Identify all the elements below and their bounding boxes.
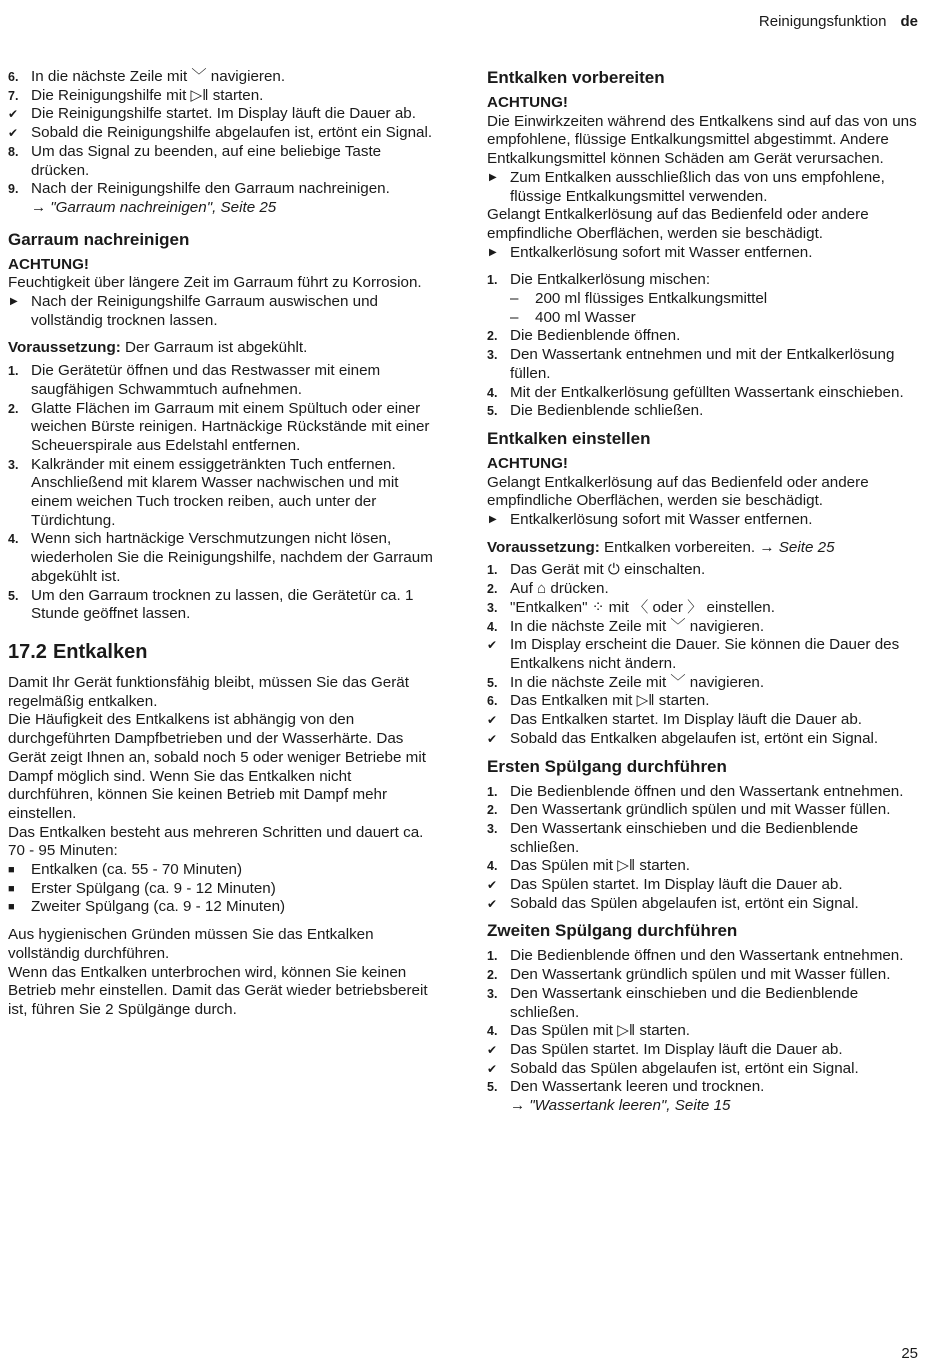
- result-item: [487, 1041, 919, 1060]
- right-column: [487, 68, 919, 1116]
- warning-label: ACHTUNG!: [487, 94, 568, 111]
- step-text: Nach der Reinigungshilfe den Garraum nachreinigen.: [31, 180, 390, 198]
- heading-zweiten-spuelgang: Zweiten Spülgang durchführen: [487, 921, 738, 941]
- square-bullet-icon: ■: [8, 901, 15, 914]
- step-text: In die nächste Zeile mit ﹀ navigieren.: [510, 617, 765, 635]
- step-text: Die Gerätetür öffnen und das Restwasser mit einem saugfähigen Schwammtuch aufnehmen.: [31, 362, 381, 398]
- step: [487, 1078, 919, 1097]
- bullet-item: ■ Erster Spülgang (ca. 9 - 12 Minuten): [8, 879, 276, 897]
- language-code: de: [900, 13, 918, 30]
- step-number: 1.: [487, 563, 498, 578]
- paragraph: Aus hygienischen Gründen müssen Sie das Entkalken vollständig durchführen.: [8, 926, 374, 962]
- square-bullet-icon: ■: [8, 864, 15, 877]
- step: [487, 674, 919, 693]
- step: [487, 820, 919, 857]
- step: [8, 143, 440, 180]
- warning-label: ACHTUNG!: [8, 255, 89, 273]
- warning-action: ▶ Nach der Reinigungshilfe Garraum auswischen und vollständig trocknen lassen.: [10, 293, 378, 329]
- arrow-icon: →: [31, 198, 47, 216]
- reference-text: "Garraum nachreinigen", Seite 25: [50, 198, 277, 216]
- step-number: 2.: [487, 329, 498, 344]
- triangle-bullet-icon: ▶: [489, 246, 497, 258]
- top-steps-list: [8, 68, 440, 199]
- check-icon: ✔: [8, 107, 19, 122]
- step-number: 1.: [487, 784, 498, 799]
- step-number: 2.: [487, 582, 498, 597]
- step: [487, 346, 919, 383]
- bullet-item: ■ Zweiter Spülgang (ca. 9 - 12 Minuten): [8, 898, 286, 916]
- step: [487, 966, 919, 985]
- step-text: "Entkalken" ⁘ mit 〈 oder 〉 einstellen.: [510, 598, 775, 616]
- triangle-bullet-icon: ▶: [489, 514, 497, 526]
- step: [487, 801, 919, 820]
- step-number: 2.: [487, 803, 498, 818]
- zweiter-spuelgang-steps-list: [487, 947, 919, 1097]
- step: [487, 402, 919, 421]
- step: [487, 618, 919, 637]
- prerequisite: Voraussetzung: Entkalken vorbereiten. → Seite 25: [487, 538, 835, 556]
- step-number: 5.: [487, 1080, 498, 1095]
- paragraph: Wenn das Entkalken unterbrochen wird, können Sie keinen Betrieb mehr einstellen. Damit das Gerät wieder betriebsbereit ist, führen Sie 2 Spülgänge durch.: [8, 963, 428, 1018]
- step: [8, 362, 440, 399]
- check-icon: ✔: [487, 1061, 498, 1076]
- step-text: Die Reinigungshilfe startet. Im Display läuft die Dauer ab.: [31, 105, 416, 123]
- paragraph: Damit Ihr Gerät funktionsfähig bleibt, müssen Sie das Gerät regelmäßig entkalken.: [8, 673, 409, 710]
- step-number: 3.: [487, 348, 498, 363]
- step-text: Glatte Flächen im Garraum mit einem Spültuch oder einer weichen Bürste reinigen. Hartnäckige Rückstände mit einer Scheuerspirale aus Edelstahl entfernen.: [31, 399, 430, 454]
- paragraph: Die Häufigkeit des Entkalkens ist abhängig von den durchgeführten Dampfbetrieben und der Wasserhärte. Das Gerät zeigt Ihnen an, sobald noch 5 oder weniger Betriebe mit Dampf möglich sind. Wenn Sie das Entkalken nicht durchführen, können Sie keinen Betrieb mit Dampf mehr einstellen.: [8, 711, 426, 822]
- result-item: [8, 124, 440, 143]
- step-number: 4.: [487, 1024, 498, 1039]
- step: [487, 947, 919, 966]
- step: [8, 87, 440, 106]
- step-text: Sobald das Spülen abgelaufen ist, ertönt ein Signal.: [510, 894, 859, 912]
- step-text: Sobald das Spülen abgelaufen ist, ertönt ein Signal.: [510, 1059, 859, 1077]
- bullet-list: [8, 861, 440, 917]
- warning-action: ▶ Entkalkerlösung sofort mit Wasser entfernen.: [489, 243, 813, 261]
- cross-reference[interactable]: [510, 1097, 919, 1116]
- square-bullet-icon: ■: [8, 882, 15, 895]
- step-text: Mit der Entkalkerlösung gefüllten Wassertank einschieben.: [510, 383, 904, 401]
- step: [487, 1022, 919, 1041]
- step-number: 5.: [487, 404, 498, 419]
- step: [487, 783, 919, 802]
- step-number: 3.: [487, 986, 498, 1001]
- triangle-bullet-icon: ▶: [489, 171, 497, 183]
- step-text: Den Wassertank gründlich spülen und mit Wasser füllen.: [510, 801, 891, 819]
- step-number: 3.: [487, 600, 498, 615]
- warning-text: Feuchtigkeit über längere Zeit im Garraum führt zu Korrosion.: [8, 274, 422, 292]
- step-text: Die Bedienblende öffnen und den Wassertank entnehmen.: [510, 782, 904, 800]
- step-number: 4.: [8, 532, 19, 547]
- section-title: Reinigungsfunktion: [758, 13, 887, 30]
- warning-text: Gelangt Entkalkerlösung auf das Bedienfeld oder andere empfindliche Oberflächen, werden sie beschädigt.: [487, 473, 869, 510]
- step-text: Den Wassertank leeren und trocknen.: [510, 1078, 765, 1096]
- check-icon: ✔: [487, 1042, 498, 1057]
- result-item: [487, 1060, 919, 1079]
- step-text: Die Bedienblende öffnen und den Wassertank entnehmen.: [510, 947, 904, 965]
- step-text: In die nächste Zeile mit ﹀ navigieren.: [510, 673, 765, 691]
- warning-action: ▶ Entkalkerlösung sofort mit Wasser entfernen.: [489, 511, 813, 529]
- result-item: [487, 636, 919, 673]
- step-number: 1.: [8, 364, 19, 379]
- step-text: Um das Signal zu beenden, auf eine beliebige Taste drücken.: [31, 142, 382, 179]
- heading-entkalken-vorbereiten: Entkalken vorbereiten: [487, 68, 665, 87]
- step-text: Das Spülen startet. Im Display läuft die Dauer ab.: [510, 876, 843, 894]
- warning-label: ACHTUNG!: [487, 454, 568, 472]
- step-number: 5.: [487, 675, 498, 690]
- bullet-item: ■ Entkalken (ca. 55 - 70 Minuten): [8, 861, 243, 879]
- step-text: Den Wassertank einschieben und die Bedienblende schließen.: [510, 984, 859, 1021]
- step: [487, 857, 919, 876]
- check-icon: ✔: [487, 878, 498, 893]
- step: [487, 985, 919, 1022]
- step-text: Um den Garraum trocknen zu lassen, die Gerätetür ca. 1 Stunde geöffnet lassen.: [31, 586, 414, 623]
- step-text: Auf ⌂ drücken.: [510, 580, 609, 598]
- step-text: Kalkränder mit einem essiggetränkten Tuch entfernen. Anschließend mit klarem Wasser nachwischen und mit einem weichen Tuch trocken reiben, auch unter der Türdichtung.: [31, 455, 399, 529]
- step-number: 1.: [487, 949, 498, 964]
- step-number: 4.: [487, 385, 498, 400]
- step: [487, 384, 919, 403]
- result-item: [487, 876, 919, 895]
- heading-garraum-nachreinigen: Garraum nachreinigen: [8, 229, 190, 249]
- step: [487, 692, 919, 711]
- page-number: 25: [901, 1345, 918, 1362]
- step-number: 9.: [8, 182, 19, 197]
- step-text: Im Display erscheint die Dauer. Sie können die Dauer des Entkalkens nicht ändern.: [510, 636, 900, 672]
- step-number: 8.: [8, 144, 19, 159]
- vorbereiten-steps-list: [487, 327, 919, 421]
- step: [487, 327, 919, 346]
- result-item: [487, 730, 919, 749]
- result-item: [487, 711, 919, 730]
- check-icon: ✔: [487, 896, 498, 911]
- step: [8, 530, 440, 586]
- step-text: In die nächste Zeile mit ﹀ navigieren.: [31, 68, 286, 85]
- mix-item: – 400 ml Wasser: [510, 308, 636, 326]
- step-text: Den Wassertank gründlich spülen und mit Wasser füllen.: [510, 966, 891, 984]
- step-text: Sobald die Reinigungshilfe abgelaufen ist, ertönt ein Signal.: [31, 124, 433, 142]
- step: [8, 180, 440, 199]
- step-text: Wenn sich hartnäckige Verschmutzungen nicht lösen, wiederholen Sie die Reinigungshilfe, nachdem der Garraum abgekühlt ist.: [31, 530, 433, 585]
- step-number: 3.: [8, 457, 19, 472]
- step-number: 6.: [8, 70, 19, 84]
- step-text: Das Gerät mit ⏻ einschalten.: [510, 561, 706, 579]
- step: [8, 587, 440, 624]
- check-icon: ✔: [487, 638, 498, 653]
- step-text: Den Wassertank entnehmen und mit der Entkalkerlösung füllen.: [510, 346, 895, 382]
- check-icon: ✔: [487, 731, 498, 746]
- step-number: 4.: [487, 859, 498, 874]
- step-text: Das Entkalken mit ▷‖ starten.: [510, 692, 710, 710]
- step: [8, 456, 440, 531]
- check-icon: ✔: [487, 713, 498, 728]
- step-number: 4.: [487, 619, 498, 634]
- heading-ersten-spuelgang: Ersten Spülgang durchführen: [487, 756, 727, 776]
- chapter-heading-entkalken: 17.2 Entkalken: [8, 640, 148, 663]
- check-icon: ✔: [8, 126, 19, 141]
- prerequisite: Voraussetzung: Der Garraum ist abgekühlt.: [8, 339, 308, 357]
- mix-item: – 200 ml flüssiges Entkalkungsmittel: [510, 290, 768, 308]
- arrow-icon: →: [510, 1097, 526, 1115]
- step-number: 5.: [8, 588, 19, 603]
- triangle-bullet-icon: ▶: [10, 296, 18, 308]
- step-text: Den Wassertank einschieben und die Bedienblende schließen.: [510, 819, 859, 856]
- step: 1. Die Entkalkerlösung mischen:: [487, 271, 711, 289]
- step: [487, 580, 919, 599]
- step-text: Das Spülen mit ▷‖ starten.: [510, 857, 691, 875]
- warning-text: Die Einwirkzeiten während des Entkalkens sind auf das von uns empfohlene, flüssige Entkalkungsmittel abgestimmt. Andere Entkalkungsmittel können Schäden am Gerät verursachen.: [487, 112, 917, 168]
- step: [487, 561, 919, 580]
- cross-reference[interactable]: [31, 199, 440, 218]
- step-text: Sobald das Entkalken abgelaufen ist, ertönt ein Signal.: [510, 729, 879, 747]
- reference-text: "Wassertank leeren", Seite 15: [529, 1097, 731, 1115]
- page-header: [759, 12, 918, 32]
- step-number: 2.: [487, 968, 498, 983]
- step-text: Das Entkalken startet. Im Display läuft die Dauer ab.: [510, 711, 863, 729]
- step-number: 7.: [8, 88, 19, 103]
- garraum-steps-list: [8, 362, 440, 624]
- step: [8, 400, 440, 456]
- step-number: 6.: [487, 694, 498, 709]
- warning-action: ▶ Zum Entkalken ausschließlich das von uns empfohlene, flüssige Entkalkungsmittel verwenden.: [489, 168, 885, 205]
- erster-spuelgang-steps-list: [487, 783, 919, 914]
- step-number: 2.: [8, 401, 19, 416]
- step-text: Das Spülen startet. Im Display läuft die Dauer ab.: [510, 1040, 843, 1058]
- page-reference[interactable]: → Seite 25: [759, 538, 835, 556]
- paragraph: Das Entkalken besteht aus mehreren Schritten und dauert ca. 70 - 95 Minuten:: [8, 823, 424, 860]
- heading-entkalken-einstellen: Entkalken einstellen: [487, 428, 651, 448]
- step: [487, 599, 919, 618]
- step-text: Das Spülen mit ▷‖ starten.: [510, 1022, 691, 1040]
- step-text: Die Reinigungshilfe mit ▷‖ starten.: [31, 86, 264, 104]
- step-text: Die Bedienblende öffnen.: [510, 327, 681, 345]
- step-number: 3.: [487, 821, 498, 836]
- left-column: [8, 68, 440, 1020]
- warning-text: Gelangt Entkalkerlösung auf das Bedienfeld oder andere empfindliche Oberflächen, werden sie beschädigt.: [487, 206, 869, 242]
- result-item: [8, 105, 440, 124]
- einstellen-steps-list: [487, 561, 919, 748]
- result-item: [487, 895, 919, 914]
- step: [8, 68, 440, 87]
- step-text: Die Bedienblende schließen.: [510, 402, 704, 420]
